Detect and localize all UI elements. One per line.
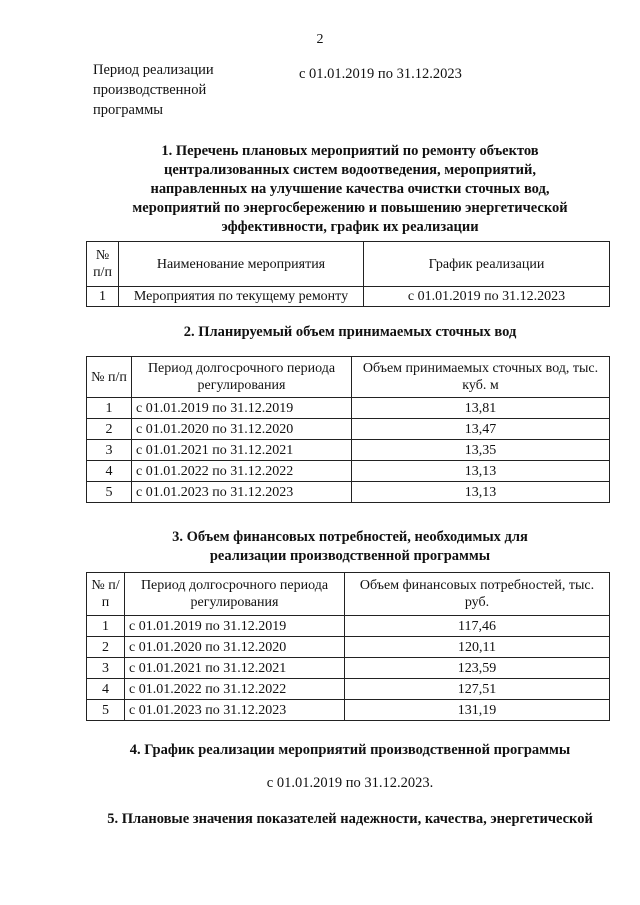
table-cell: 1 bbox=[87, 398, 132, 419]
table-header-row bbox=[87, 242, 610, 287]
table-row bbox=[87, 419, 610, 440]
section1-title-line: направленных на улучшение качества очистки сточных вод, bbox=[150, 181, 550, 197]
section1-title-line: 1. Перечень плановых мероприятий по ремонту объектов bbox=[161, 143, 539, 159]
measures-table bbox=[86, 241, 610, 307]
table-cell: 13,47 bbox=[352, 419, 610, 440]
header-cell: № п/п bbox=[87, 357, 132, 398]
section1-title bbox=[90, 142, 610, 237]
table-cell: 5 bbox=[87, 482, 132, 503]
section3-title bbox=[90, 528, 610, 566]
section4-title: 4. График реализации мероприятий производственной программы bbox=[129, 742, 571, 758]
section3-title-line: реализации производственной программы bbox=[209, 548, 491, 564]
table-cell: 4 bbox=[87, 679, 125, 700]
header-cell: № п/п bbox=[87, 242, 119, 287]
table-cell: 117,46 bbox=[345, 616, 610, 637]
header-cell: Наименование мероприятия bbox=[119, 242, 364, 287]
header-cell: Период долгосрочного периода регулирования bbox=[132, 357, 352, 398]
table-cell: 2 bbox=[87, 419, 132, 440]
table-cell: 13,81 bbox=[352, 398, 610, 419]
table-cell: 13,35 bbox=[352, 440, 610, 461]
table-row bbox=[87, 482, 610, 503]
table-cell: с 01.01.2020 по 31.12.2020 bbox=[132, 419, 352, 440]
table-row bbox=[87, 616, 610, 637]
period-label bbox=[93, 60, 253, 120]
table-cell: с 01.01.2021 по 31.12.2021 bbox=[132, 440, 352, 461]
section4-text: с 01.01.2019 по 31.12.2023. bbox=[266, 775, 434, 791]
wastewater-table bbox=[86, 356, 610, 503]
table-cell: с 01.01.2020 по 31.12.2020 bbox=[125, 637, 345, 658]
table-cell: с 01.01.2023 по 31.12.2023 bbox=[132, 482, 352, 503]
table-header-row bbox=[87, 573, 610, 616]
header-cell: № п/п bbox=[87, 573, 125, 616]
header-cell: График реализации bbox=[364, 242, 610, 287]
table-row bbox=[87, 700, 610, 721]
table-row bbox=[87, 679, 610, 700]
table-cell: 123,59 bbox=[345, 658, 610, 679]
table-row bbox=[87, 461, 610, 482]
table-cell: с 01.01.2019 по 31.12.2023 bbox=[364, 287, 610, 307]
section1-title-line: мероприятий по энергосбережению и повышению энергетической bbox=[132, 200, 568, 216]
section1-title-line: эффективности, график их реализации bbox=[221, 219, 479, 235]
table-cell: 13,13 bbox=[352, 482, 610, 503]
table-cell: с 01.01.2022 по 31.12.2022 bbox=[125, 679, 345, 700]
table-cell: 120,11 bbox=[345, 637, 610, 658]
period-value: с 01.01.2019 по 31.12.2023 bbox=[299, 66, 462, 82]
section5-title: 5. Плановые значения показателей надежности, качества, энергетической bbox=[107, 811, 593, 827]
table-cell: 1 bbox=[87, 616, 125, 637]
period-label-line: производственной bbox=[93, 82, 207, 98]
table-cell: с 01.01.2021 по 31.12.2021 bbox=[125, 658, 345, 679]
period-label-line: программы bbox=[93, 102, 163, 118]
table-header-row bbox=[87, 357, 610, 398]
section1-title-line: централизованных систем водоотведения, мероприятий, bbox=[164, 162, 536, 178]
section2-title: 2. Планируемый объем принимаемых сточных вод bbox=[183, 324, 517, 340]
header-cell: Объем финансовых потребностей, тыс. руб. bbox=[345, 573, 610, 616]
table-row bbox=[87, 287, 610, 307]
page-number: 2 bbox=[316, 32, 324, 47]
period-label-line: Период реализации bbox=[93, 62, 214, 78]
table-row bbox=[87, 398, 610, 419]
table-cell: 127,51 bbox=[345, 679, 610, 700]
table-cell: 13,13 bbox=[352, 461, 610, 482]
header-cell: Период долгосрочного периода регулирования bbox=[125, 573, 345, 616]
table-cell: с 01.01.2023 по 31.12.2023 bbox=[125, 700, 345, 721]
table-cell: Мероприятия по текущему ремонту bbox=[119, 287, 364, 307]
table-cell: с 01.01.2019 по 31.12.2019 bbox=[125, 616, 345, 637]
table-row bbox=[87, 440, 610, 461]
table-cell: 3 bbox=[87, 658, 125, 679]
table-cell: 3 bbox=[87, 440, 132, 461]
table-cell: 4 bbox=[87, 461, 132, 482]
table-cell: с 01.01.2019 по 31.12.2019 bbox=[132, 398, 352, 419]
table-cell: 5 bbox=[87, 700, 125, 721]
table-cell: с 01.01.2022 по 31.12.2022 bbox=[132, 461, 352, 482]
header-cell: Объем принимаемых сточных вод, тыс. куб. м bbox=[352, 357, 610, 398]
table-cell: 1 bbox=[87, 287, 119, 307]
table-cell: 2 bbox=[87, 637, 125, 658]
section3-title-line: 3. Объем финансовых потребностей, необходимых для bbox=[172, 529, 528, 545]
table-row bbox=[87, 658, 610, 679]
financial-needs-table bbox=[86, 572, 610, 721]
table-cell: 131,19 bbox=[345, 700, 610, 721]
table-row bbox=[87, 637, 610, 658]
